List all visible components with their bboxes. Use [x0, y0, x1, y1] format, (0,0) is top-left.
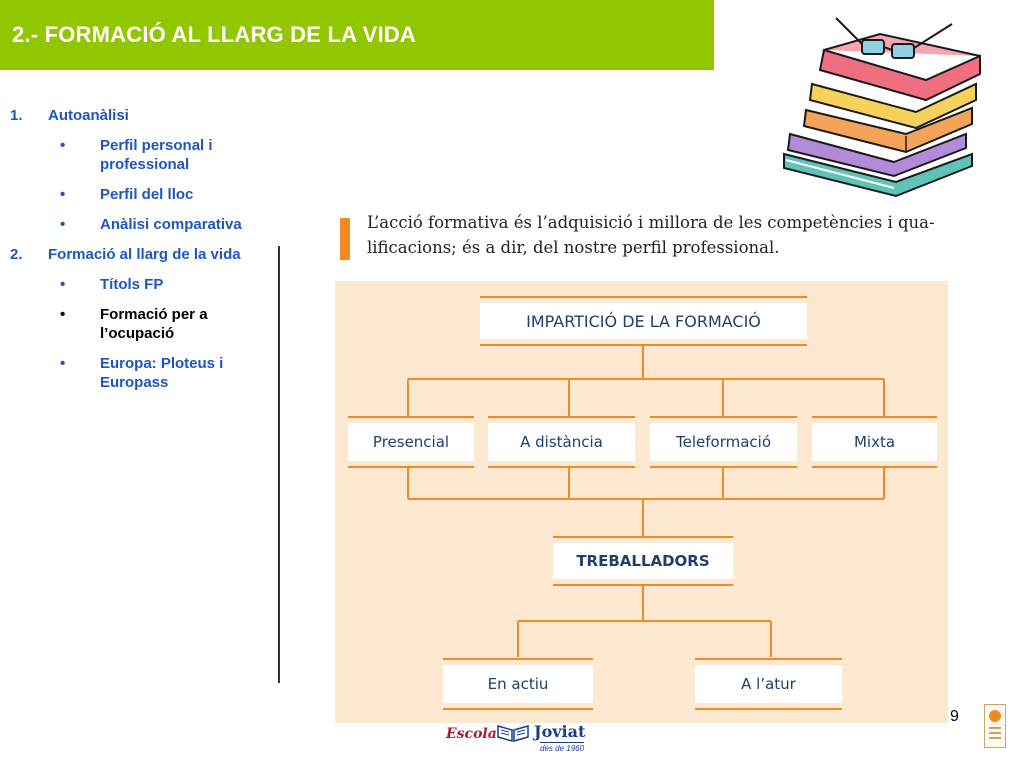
quality-badge-icon	[984, 704, 1006, 748]
diagram-mode-box: Teleformació	[650, 423, 797, 461]
diagram-mode-box: Mixta	[812, 423, 937, 461]
page-number: 9	[950, 708, 959, 725]
outline-label: Formació al llarg de la vida	[48, 246, 241, 263]
open-book-logo-icon	[496, 722, 530, 742]
outline-subitem-label: Formació per a l’ocupació	[100, 306, 208, 342]
outline-subitem-label: Títols FP	[100, 276, 164, 293]
bullet-icon: •	[60, 276, 66, 293]
vertical-divider	[278, 246, 280, 683]
logo-since-text: des de 1960	[540, 744, 585, 753]
diagram-top-box: IMPARTICIÓ DE LA FORMACIÓ	[480, 303, 807, 339]
outline-subitem-label: Perfil del lloc	[100, 186, 194, 203]
outline-subitem-label: Anàlisi comparativa	[100, 216, 242, 233]
diagram-mode-box: Presencial	[348, 423, 474, 461]
outline-subitem-current	[10, 305, 260, 343]
outline-number: 2.	[10, 246, 23, 263]
outline-item-autoanalisi	[10, 106, 260, 125]
diagram-state-box: A l’atur	[695, 665, 842, 703]
diagram-mode-box: A distància	[488, 423, 635, 461]
logo-escola-text: Escola	[446, 726, 497, 742]
bullet-icon: •	[60, 216, 66, 233]
title-bar	[0, 0, 714, 70]
bullet-icon: •	[60, 137, 66, 154]
escola-joviat-logo	[446, 720, 596, 752]
outline-list	[10, 106, 260, 403]
outline-subitem	[10, 354, 260, 392]
outline-subitem-label: Europa: Ploteus i Europass	[100, 355, 224, 391]
outline-subitem	[10, 136, 260, 174]
org-diagram	[335, 281, 948, 723]
logo-joviat-text: Joviat	[534, 722, 586, 741]
diagram-connectors	[335, 281, 948, 723]
slide-title: 2.- FORMACIÓ AL LLARG DE LA VIDA	[12, 22, 417, 47]
bullet-icon: •	[60, 186, 66, 203]
bullet-icon: •	[60, 355, 66, 372]
outline-label: Autoanàlisi	[48, 107, 129, 124]
diagram-state-box: En actiu	[443, 665, 593, 703]
books-stack-illustration	[776, 14, 986, 204]
outline-number: 1.	[10, 107, 23, 124]
quote-accent-bar	[340, 218, 350, 260]
outline-item-formacio	[10, 245, 260, 264]
diagram-middle-box: TREBALLADORS	[553, 543, 733, 579]
outline-subitem	[10, 275, 260, 294]
outline-subitem-label: Perfil personal i professional	[100, 137, 213, 173]
outline-subitem	[10, 215, 260, 234]
outline-subitem	[10, 185, 260, 204]
definition-quote: L’acció formativa és l’adquisició i millora de les competències i qua-lificacions; és a dir, del nostre perfil professional.	[367, 213, 935, 257]
bullet-icon: •	[60, 306, 66, 323]
